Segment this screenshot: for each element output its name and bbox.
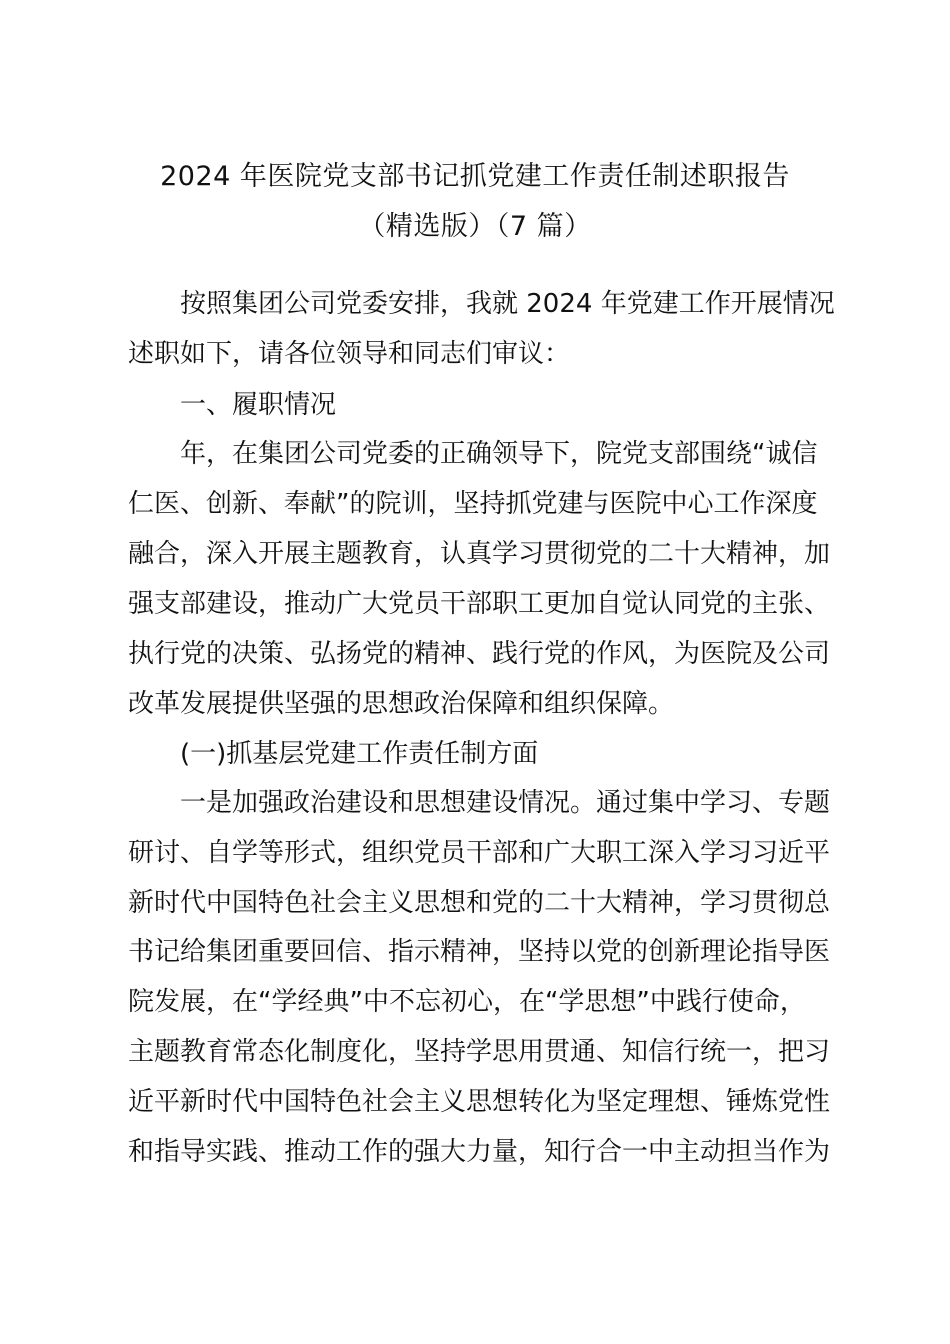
body-line: 书记给集团重要回信、指示精神，坚持以党的创新理论指导医 [128, 937, 831, 967]
body-line: 主题教育常态化制度化，坚持学思用贯通、知信行统一，把习 [128, 1037, 831, 1067]
body-line: 年，在集团公司党委的正确领导下，院党支部围绕“诚信 [128, 439, 818, 469]
body-line: 研讨、自学等形式，组织党员干部和广大职工深入学习习近平 [128, 838, 831, 868]
body-line: 改革发展提供坚强的思想政治保障和组织保障。 [128, 689, 675, 719]
body-line: 院发展，在“学经典”中不忘初心，在“学思想”中践行使命， [128, 987, 806, 1017]
body-line: 和指导实践、推动工作的强大力量，知行合一中主动担当作为 [128, 1137, 831, 1167]
body-line: 述职如下，请各位领导和同志们审议： [128, 339, 571, 369]
document-subtitle: （精选版）（7 篇） [358, 211, 592, 242]
body-line: 强支部建设，推动广大党员干部职工更加自觉认同党的主张、 [128, 589, 831, 619]
body-line: 执行党的决策、弘扬党的精神、践行党的作风，为医院及公司 [128, 639, 831, 669]
subsection-heading: (一)抓基层党建工作责任制方面 [128, 739, 539, 769]
body-line: 近平新时代中国特色社会主义思想转化为坚定理想、锤炼党性 [128, 1087, 831, 1117]
body-line: 仁医、创新、奉献”的院训，坚持抓党建与医院中心工作深度 [128, 489, 818, 519]
body-line: 融合，深入开展主题教育，认真学习贯彻党的二十大精神，加 [128, 539, 831, 569]
body-line: 按照集团公司党委安排，我就 2024 年党建工作开展情况 [128, 289, 835, 319]
section-heading: 一、履职情况 [128, 390, 337, 420]
body-line: 一是加强政治建设和思想建设情况。通过集中学习、专题 [128, 788, 831, 818]
body-line: 新时代中国特色社会主义思想和党的二十大精神，学习贯彻总 [128, 888, 831, 918]
document-title: 2024 年医院党支部书记抓党建工作责任制述职报告 [160, 161, 790, 192]
